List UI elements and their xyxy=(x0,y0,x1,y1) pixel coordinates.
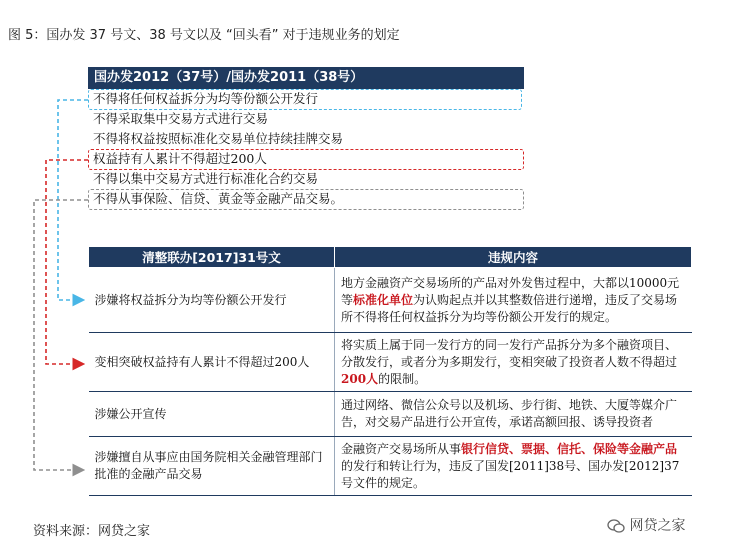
figure-caption: 图 5：国办发 37 号文、38 号文以及 “回头看” 对于违规业务的划定 xyxy=(8,28,400,43)
desc-text: 地方金融资产交易场所的产品对外发售过程中，大都以10000元等 xyxy=(341,275,680,307)
rule-line: 不得采取集中交易方式进行交易 xyxy=(93,111,269,126)
rule-line: 不得将权益按照标准化交易单位持续挂牌交易 xyxy=(93,131,344,146)
desc-text: 为认购起点并以其整数倍进行递增，违反了交易场所不得将任何权益拆分为均等份额公开发行的规定。 xyxy=(341,292,678,324)
desc-text: 的限制。 xyxy=(378,371,427,386)
rule-line: 不得从事保险、信贷、黄金等金融产品交易。 xyxy=(93,191,344,206)
table-cell-item: 涉嫌公开宣传 xyxy=(89,392,335,437)
rule-line: 不得将任何权益拆分为均等份额公开发行 xyxy=(93,91,319,106)
highlight-text: 银行信贷、票据、信托、保险等金融产品 xyxy=(461,441,678,456)
connector-red xyxy=(46,160,88,364)
table-header-cell: 清整联办[2017]31号文 xyxy=(89,247,335,268)
connector-gray xyxy=(34,200,88,470)
rule-line: 不得以集中交易方式进行标准化合约交易 xyxy=(93,171,319,186)
top-box-header: 国办发2012（37号）/国办发2011（38号） xyxy=(88,67,524,89)
desc-text: 将实质上属于同一发行方的同一发行产品拆分为多个融资项目、分散发行，或者分为多期发行，变相突破了投资者人数不得超过 xyxy=(341,337,678,369)
desc-text: 通过网络、微信公众号以及机场、步行街、地铁、大厦等媒介广告，对交易产品进行公开宣传，承诺高额回报、诱导投资者 xyxy=(341,398,678,429)
table-header-cell: 违规内容 xyxy=(335,247,692,268)
watermark xyxy=(607,515,685,535)
table-cell-item: 涉嫌擅自从事应由国务院相关金融管理部门批准的金融产品交易 xyxy=(89,437,335,496)
highlight-text: 标准化单位 xyxy=(353,292,414,307)
watermark-text: 网贷之家 xyxy=(629,518,686,534)
desc-text: 金融资产交易场所从事 xyxy=(341,441,462,456)
table-cell-item: 变相突破权益持有人累计不得超过200人 xyxy=(89,333,335,392)
source-note: 资料来源：网贷之家 xyxy=(33,524,151,539)
highlight-text: 200人 xyxy=(341,371,379,386)
table-cell-item: 涉嫌将权益拆分为均等份额公开发行 xyxy=(89,268,335,333)
desc-text: 的发行和转让行为，违反了国发[2011]38号、国办发[2012]37号文件的规定。 xyxy=(341,458,680,490)
wechat-icon xyxy=(607,518,625,534)
rule-line: 权益持有人累计不得超过200人 xyxy=(93,151,267,166)
